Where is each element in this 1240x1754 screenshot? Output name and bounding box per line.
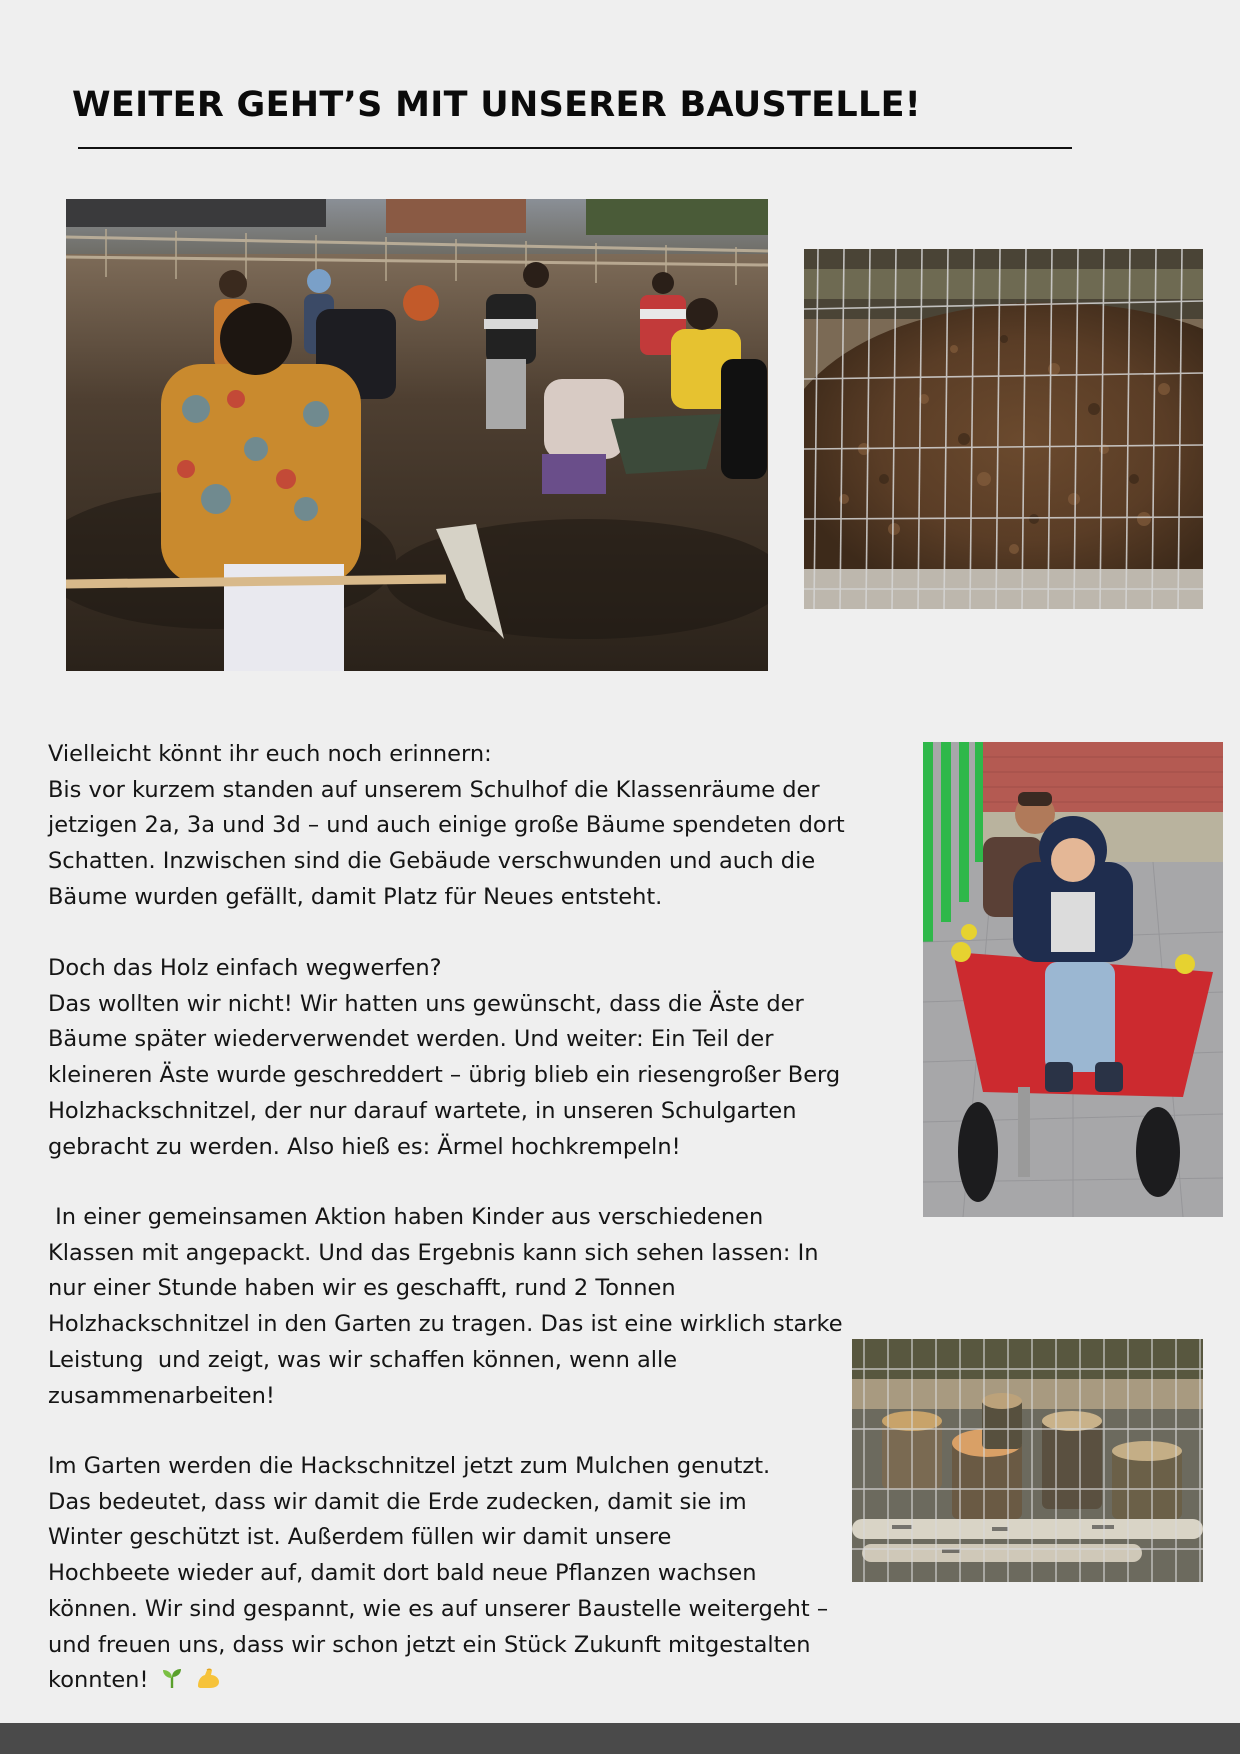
text-line: Holzhackschnitzel in den Garten zu tragen. Das ist eine wirklich starke: [48, 1311, 843, 1338]
title-divider: [78, 147, 1072, 149]
seedling-icon: [160, 1666, 184, 1702]
text-line: jetzigen 2a, 3a und 3d – und auch einige große Bäume spendeten dort: [48, 812, 845, 839]
text-line: Doch das Holz einfach wegwerfen?: [48, 955, 442, 981]
text-line: In einer gemeinsamen Aktion haben Kinder aus verschiedenen: [48, 1204, 764, 1230]
text-line: Hochbeete wieder auf, damit dort bald neue Pflanzen wachsen: [48, 1560, 757, 1587]
article-paragraph-intro: [48, 737, 845, 916]
text-line: Vielleicht könnt ihr euch noch erinnern:: [48, 741, 492, 767]
text-line: Holzhackschnitzel, der nur darauf wartete, in unseren Schulgarten: [48, 1097, 797, 1124]
text-line: Im Garten werden die Hackschnitzel jetzt zum Mulchen genutzt.: [48, 1453, 771, 1479]
text-line: Leistung und zeigt, was wir schaffen können, wenn alle: [48, 1346, 678, 1373]
text-line: Bäume wurden gefällt, damit Platz für Neues entsteht.: [48, 883, 663, 910]
article-paragraph-garden: [48, 1449, 828, 1702]
tree-logs-behind-fence-photo: [852, 1339, 1203, 1582]
article-paragraph-action: [48, 1200, 843, 1414]
flexed-biceps-icon: [195, 1666, 221, 1702]
footer-bar: [0, 1723, 1240, 1754]
text-line: Schatten. Inzwischen sind die Gebäude verschwunden und auch die: [48, 848, 816, 875]
text-line: zusammenarbeiten!: [48, 1382, 275, 1409]
text-line: nur einer Stunde haben wir es geschafft, rund 2 Tonnen: [48, 1275, 676, 1302]
text-line: konnten!: [48, 1667, 149, 1694]
text-line: gebracht zu werden. Also hieß es: Ärmel hochkrempeln!: [48, 1133, 681, 1160]
wood-chip-pile-behind-fence-photo: [804, 249, 1203, 609]
text-line: können. Wir sind gespannt, wie es auf unserer Baustelle weitergeht –: [48, 1595, 829, 1622]
children-with-wheelbarrow-photo: [923, 742, 1223, 1217]
text-line: Das bedeutet, dass wir damit die Erde zudecken, damit sie im: [48, 1488, 747, 1515]
text-line: Klassen mit angepackt. Und das Ergebnis kann sich sehen lassen: In: [48, 1239, 819, 1266]
text-line: Das wollten wir nicht! Wir hatten uns gewünscht, dass die Äste der: [48, 990, 804, 1017]
closing-line: [48, 1663, 828, 1702]
article-paragraph-wood: [48, 951, 840, 1165]
text-line: und freuen uns, dass wir schon jetzt ein Stück Zukunft mitgestalten: [48, 1631, 811, 1658]
text-line: kleineren Äste wurde geschreddert – übrig blieb ein riesengroßer Berg: [48, 1062, 841, 1089]
text-line: Bäume später wiederverwendet werden. Und weiter: Ein Teil der: [48, 1026, 774, 1053]
text-line: Bis vor kurzem standen auf unserem Schulhof die Klassenräume der: [48, 776, 820, 803]
children-moving-wood-chips-photo: [66, 199, 768, 671]
text-line: Winter geschützt ist. Außerdem füllen wir damit unsere: [48, 1524, 672, 1551]
page-title: WEITER GEHT’S MIT UNSERER BAUSTELLE!: [72, 85, 922, 126]
